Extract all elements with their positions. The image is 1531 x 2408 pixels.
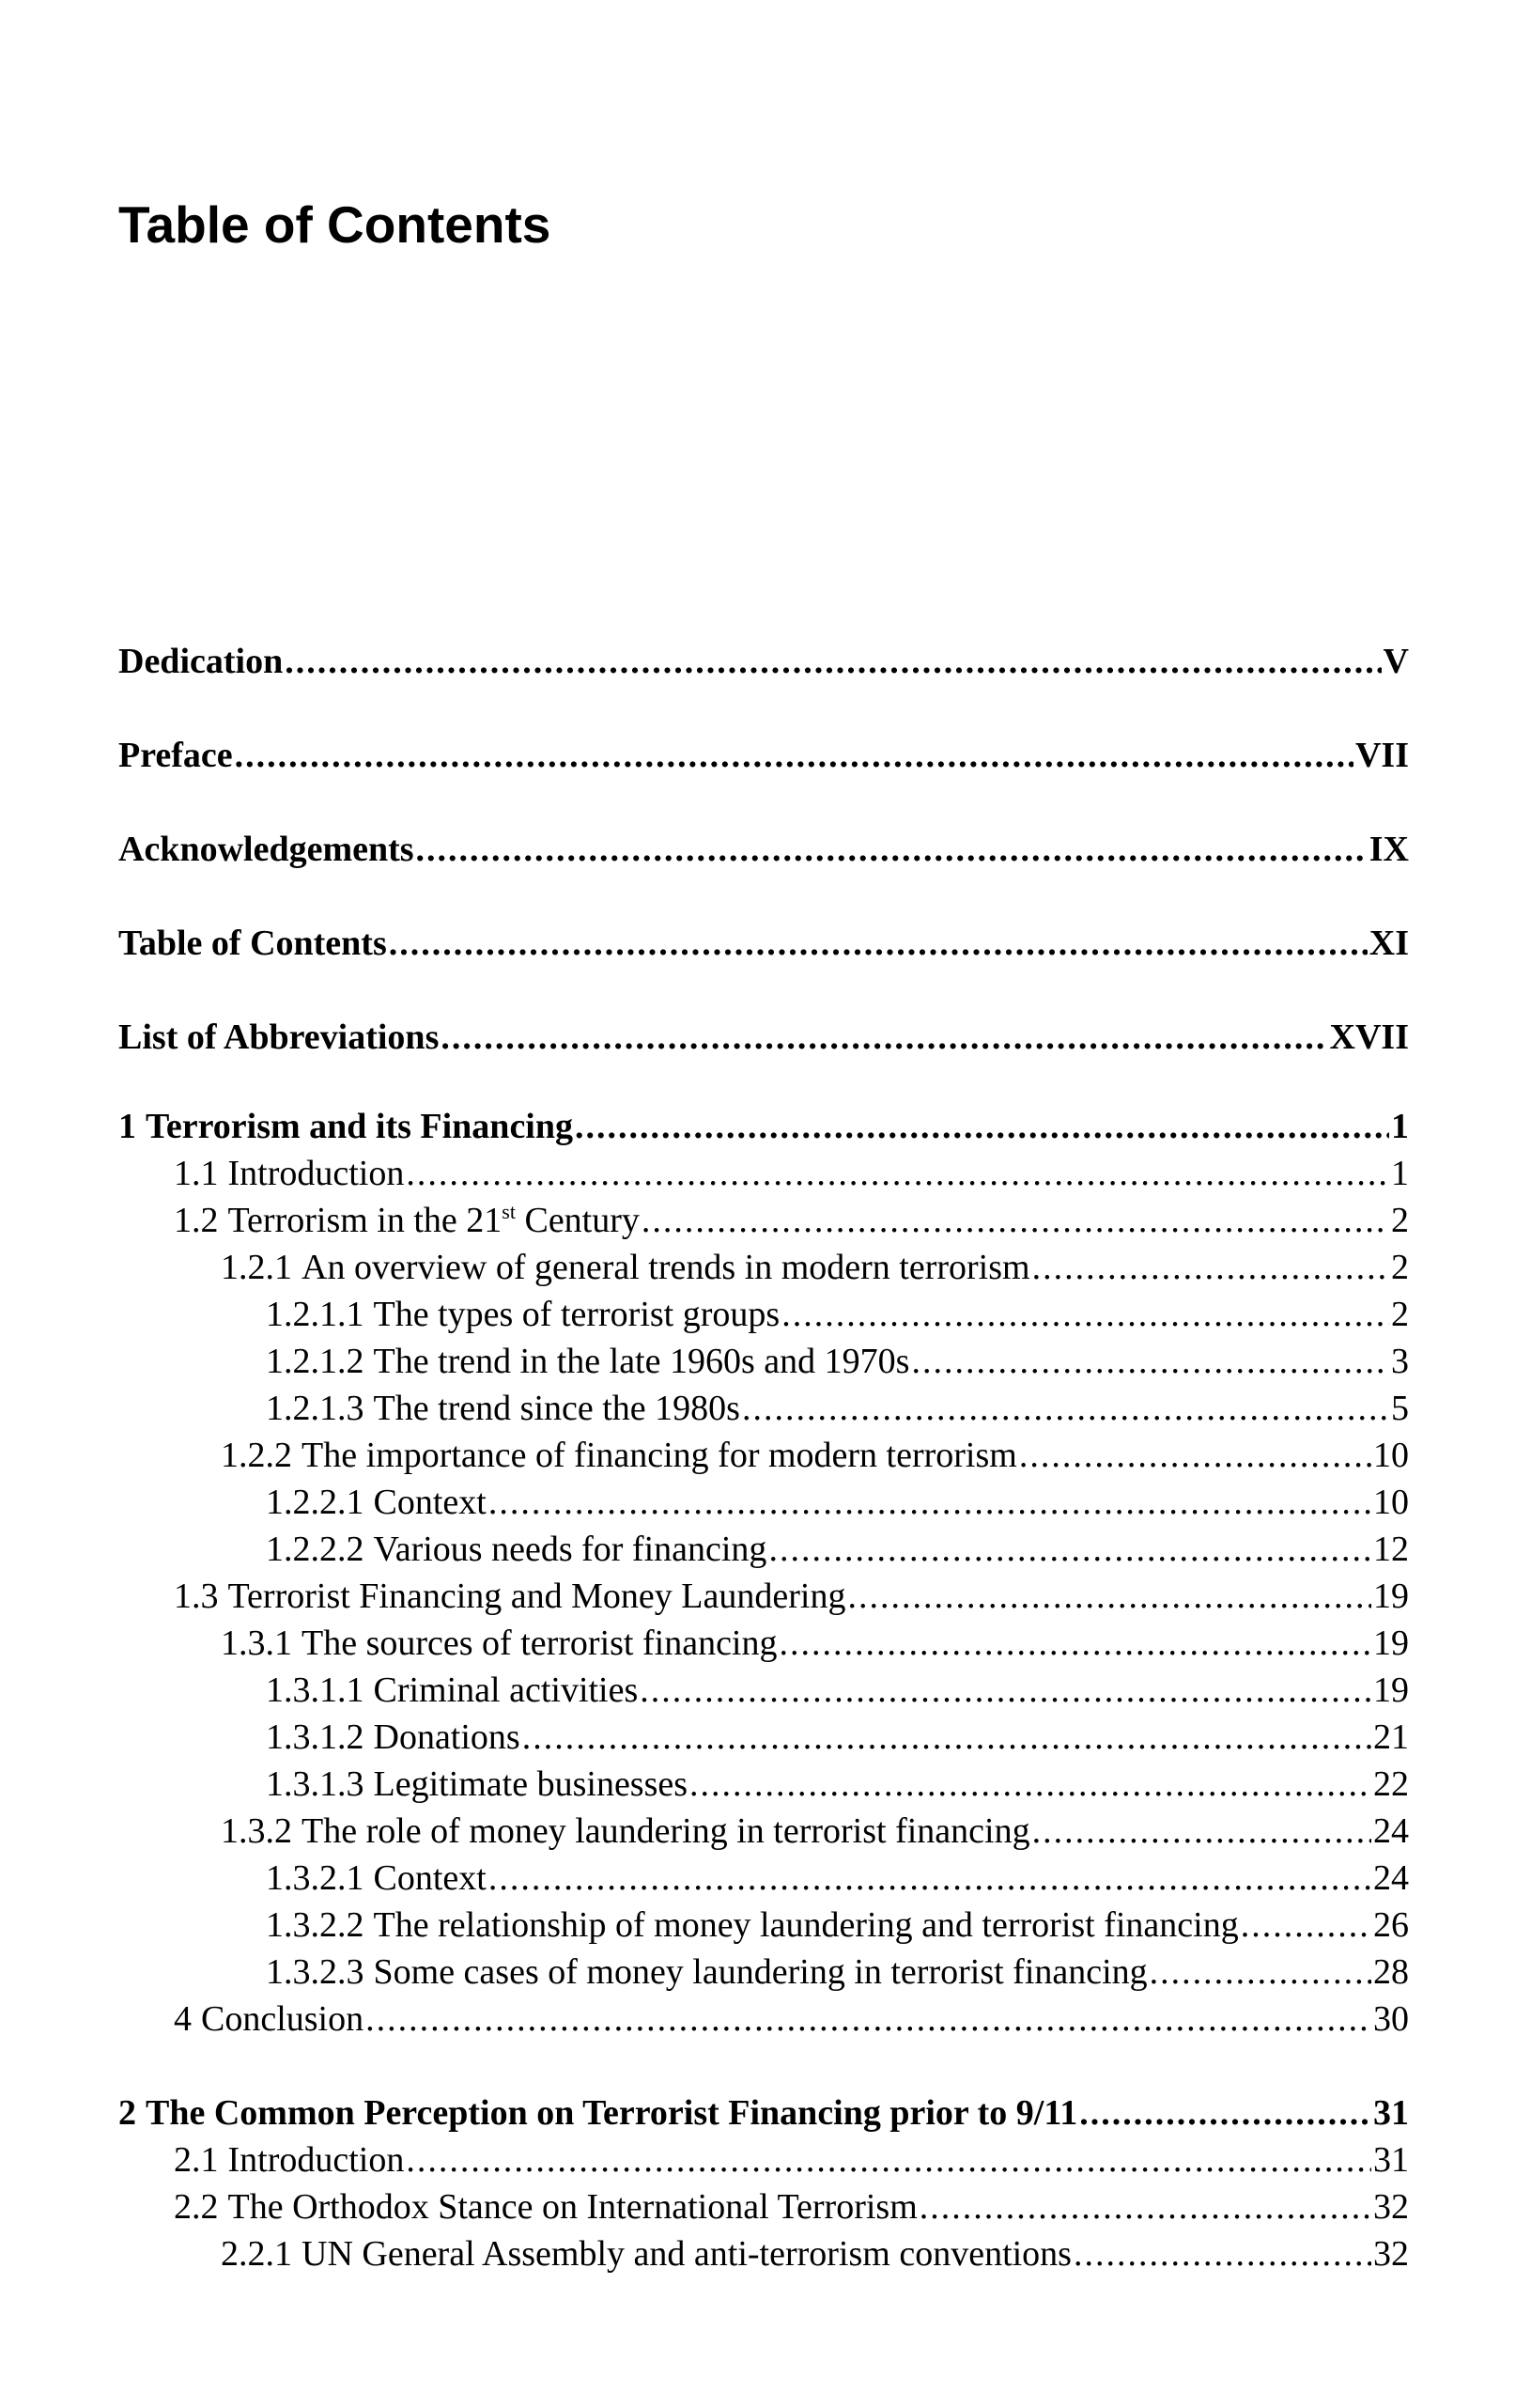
chapter-number: 2	[118, 2093, 136, 2133]
toc-entry-title: List of Abbreviations	[118, 1018, 440, 1057]
section-page: 32	[1373, 2234, 1409, 2274]
toc-entry	[118, 1197, 1409, 1244]
toc-entry	[118, 1949, 1409, 1996]
section-title: UN General Assembly and anti-terrorism conventions	[302, 2234, 1072, 2274]
toc-entry	[118, 1761, 1409, 1808]
section-title: Conclusion	[201, 1999, 364, 2039]
section-page: 22	[1373, 1764, 1409, 1804]
section-page: 21	[1373, 1717, 1409, 1757]
dot-leader	[365, 1996, 1371, 2043]
dot-leader	[1241, 1902, 1371, 1949]
section-page: 3	[1391, 1342, 1409, 1381]
section-number: 1.3.2.1	[266, 1858, 364, 1898]
section-number: 1.2.2.2	[266, 1530, 364, 1569]
section-page: 10	[1373, 1436, 1409, 1475]
section-title: The role of money laundering in terrorist financing	[302, 1811, 1030, 1851]
toc-entry	[118, 1902, 1409, 1949]
section-title: Introduction	[227, 2140, 405, 2180]
toc-entry	[118, 2230, 1409, 2277]
section-number: 1.2.1.2	[266, 1342, 364, 1381]
dot-leader	[640, 1667, 1371, 1714]
dot-leader	[1079, 2090, 1371, 2136]
section-title: Criminal activities	[373, 1670, 639, 1710]
section-page: 10	[1373, 1483, 1409, 1522]
dot-leader	[522, 1714, 1371, 1761]
section-number: 1.3	[174, 1577, 219, 1616]
ordinal-superscript: st	[502, 1200, 516, 1223]
toc-entry	[118, 1291, 1409, 1338]
section-title: Legitimate businesses	[373, 1764, 688, 1804]
section-number: 1.1	[174, 1154, 219, 1193]
toc-entry	[118, 1808, 1409, 1855]
section-number: 1.2	[174, 1201, 219, 1240]
section-title: Donations	[373, 1717, 520, 1757]
toc-chapter-2	[118, 2090, 1409, 2136]
section-title: Various needs for financing	[373, 1530, 767, 1569]
dot-leader	[488, 1855, 1371, 1902]
section-title: The trend since the 1980s	[373, 1389, 740, 1428]
section-page: 2	[1391, 1248, 1409, 1287]
dot-leader	[920, 2183, 1371, 2230]
section-number: 1.3.1	[221, 1623, 292, 1663]
dot-leader	[781, 1291, 1389, 1338]
section-number: 4	[174, 1999, 192, 2039]
dot-leader	[1074, 2230, 1371, 2277]
section-page: 2	[1391, 1201, 1409, 1240]
section-page: 30	[1373, 1999, 1409, 2039]
toc-entry-page: V	[1383, 642, 1409, 681]
section-title: The sources of terrorist financing	[302, 1623, 778, 1663]
toc-entry	[118, 1479, 1409, 1526]
section-title: Some cases of money laundering in terrorist financing	[373, 1952, 1148, 1992]
chapter-page: 31	[1373, 2093, 1409, 2133]
toc-entry-title: Acknowledgements	[118, 830, 414, 869]
toc-entry-page: IX	[1369, 830, 1409, 869]
section-page: 32	[1373, 2187, 1409, 2227]
section-number: 2.2.1	[221, 2234, 292, 2274]
section-title-part: Century	[515, 1201, 640, 1240]
dot-leader	[406, 1150, 1389, 1197]
section-page: 28	[1373, 1952, 1409, 1992]
toc-entry	[118, 1714, 1409, 1761]
section-title: The Orthodox Stance on International Terrorism	[227, 2187, 918, 2227]
toc-entry-page: VII	[1354, 736, 1409, 775]
section-number: 2.1	[174, 2140, 219, 2180]
toc-entry-preface	[118, 727, 1409, 821]
toc-entry-title: Dedication	[118, 642, 284, 681]
section-title: The types of terrorist groups	[373, 1295, 781, 1334]
section-page: 24	[1373, 1811, 1409, 1851]
section-page: 31	[1373, 2140, 1409, 2180]
toc-entry	[118, 1855, 1409, 1902]
section-page: 5	[1391, 1389, 1409, 1428]
dot-leader	[389, 915, 1368, 971]
section-number: 1.2.2	[221, 1436, 292, 1475]
chapter-number: 1	[118, 1107, 136, 1146]
section-title: Terrorist Financing and Money Laundering	[227, 1577, 846, 1616]
toc-entry-title: Preface	[118, 736, 233, 775]
toc-entry	[118, 1996, 1409, 2043]
section-title: An overview of general trends in modern terrorism	[302, 1248, 1030, 1287]
section-title: Context	[373, 1483, 487, 1522]
dot-leader	[768, 1526, 1371, 1573]
section-number: 1.3.2	[221, 1811, 292, 1851]
section-page: 19	[1373, 1670, 1409, 1710]
toc-entry	[118, 1338, 1409, 1385]
section-page: 12	[1373, 1530, 1409, 1569]
toc-entry-title: Table of Contents	[118, 924, 387, 963]
chapter-title: Terrorism and its Financing	[146, 1107, 573, 1146]
section-title: The relationship of money laundering and terrorist financing	[373, 1905, 1239, 1945]
dot-leader	[488, 1479, 1371, 1526]
section-number: 1.3.1.1	[266, 1670, 364, 1710]
section-page: 19	[1373, 1623, 1409, 1663]
section-number: 1.2.2.1	[266, 1483, 364, 1522]
toc-entry	[118, 1432, 1409, 1479]
section-title	[228, 1197, 640, 1244]
dot-leader	[1032, 1808, 1371, 1855]
table-of-contents	[118, 633, 1409, 2277]
section-title-part: Terrorism in the 21	[227, 1201, 503, 1240]
dot-leader	[406, 2136, 1371, 2183]
toc-entry	[118, 1150, 1409, 1197]
toc-entry-acknowledgements	[118, 821, 1409, 915]
toc-entry	[118, 1526, 1409, 1573]
section-title: Context	[373, 1858, 487, 1898]
toc-entry	[118, 1244, 1409, 1291]
dot-leader	[235, 727, 1353, 784]
page-title: Table of Contents	[118, 195, 551, 254]
section-number: 1.3.1.2	[266, 1717, 364, 1757]
dot-leader	[1019, 1432, 1371, 1479]
toc-entry	[118, 1385, 1409, 1432]
dot-leader	[285, 633, 1381, 690]
section-title: Introduction	[227, 1154, 405, 1193]
toc-entry-page: XVII	[1329, 1018, 1409, 1057]
toc-entry	[118, 2136, 1409, 2183]
section-number: 1.2.1	[221, 1248, 292, 1287]
dot-leader	[441, 1009, 1327, 1065]
section-page: 24	[1373, 1858, 1409, 1898]
toc-entry-page: XI	[1369, 924, 1409, 963]
toc-chapter-1	[118, 1103, 1409, 1150]
toc-entry	[118, 1620, 1409, 1667]
section-number: 1.2.1.3	[266, 1389, 364, 1428]
toc-entry	[118, 1667, 1409, 1714]
chapter-page: 1	[1391, 1107, 1409, 1146]
section-number: 1.3.2.2	[266, 1905, 364, 1945]
section-title: The trend in the late 1960s and 1970s	[373, 1342, 910, 1381]
dot-leader	[911, 1338, 1389, 1385]
section-number: 1.3.1.3	[266, 1764, 364, 1804]
toc-entry-dedication	[118, 633, 1409, 727]
dot-leader	[1150, 1949, 1371, 1996]
toc-entry-list-of-abbreviations	[118, 1009, 1409, 1103]
chapter-title: The Common Perception on Terrorist Financing prior to 9/11	[146, 2093, 1078, 2133]
section-page: 19	[1373, 1577, 1409, 1616]
section-number: 2.2	[174, 2187, 219, 2227]
dot-leader	[847, 1573, 1371, 1620]
section-page: 2	[1391, 1295, 1409, 1334]
section-page: 1	[1391, 1154, 1409, 1193]
section-number: 1.2.1.1	[266, 1295, 364, 1334]
section-title: The importance of financing for modern terrorism	[302, 1436, 1017, 1475]
dot-leader	[780, 1620, 1372, 1667]
toc-entry-table-of-contents	[118, 915, 1409, 1009]
section-page: 26	[1373, 1905, 1409, 1945]
toc-entry	[118, 2183, 1409, 2230]
dot-leader	[742, 1385, 1389, 1432]
dot-leader	[689, 1761, 1371, 1808]
dot-leader	[1032, 1244, 1389, 1291]
toc-entry	[118, 1573, 1409, 1620]
dot-leader	[642, 1197, 1389, 1244]
dot-leader	[416, 821, 1368, 878]
section-number: 1.3.2.3	[266, 1952, 364, 1992]
dot-leader	[575, 1103, 1389, 1150]
